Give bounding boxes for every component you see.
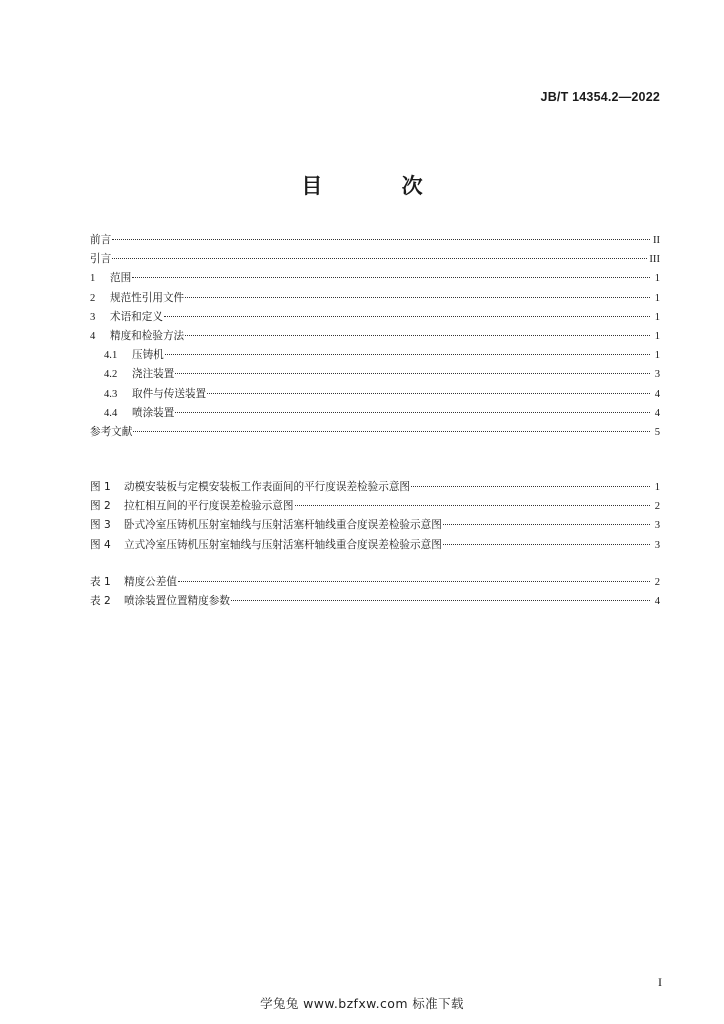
toc-entry-title: 规范性引用文件 [110, 291, 185, 304]
dot-leader [207, 393, 650, 394]
toc-entry-foreword[interactable] [90, 231, 660, 250]
toc-entry-number: 4.1 [104, 350, 118, 362]
dot-leader [178, 581, 650, 582]
toc-entry-die-casting-machine[interactable] [90, 346, 660, 365]
toc-entry-title: 取件与传送装置 [132, 387, 207, 400]
toc-entry-page: 1 [654, 273, 660, 285]
toc-entry-number: 2 [90, 292, 96, 304]
toc-entry-terms[interactable] [90, 308, 660, 327]
toc-entry-number: 4.2 [104, 369, 118, 381]
dot-leader [443, 524, 650, 525]
dot-leader [112, 258, 647, 259]
dot-leader [132, 277, 650, 278]
toc-entry-title: 卧式冷室压铸机压射室轴线与压射活塞杆轴线重合度误差检验示意图 [124, 519, 442, 532]
toc-entry-bibliography[interactable] [90, 423, 660, 442]
toc-entry-page: 2 [654, 501, 660, 513]
page-title: 目 次 [301, 174, 459, 198]
toc-entry-scope[interactable] [90, 269, 660, 288]
toc-entry-title: 前言 [90, 234, 112, 246]
toc-entry-number: 3 [90, 311, 96, 323]
toc-entry-introduction[interactable] [90, 250, 660, 269]
toc-entry-title: 精度公差值 [124, 576, 177, 588]
toc-entry-page: III [649, 254, 660, 266]
toc-entry-page: 1 [654, 311, 660, 323]
footer-watermark: 学兔兔 www.bzfxw.com 标准下载 [260, 996, 464, 1011]
toc-entry-title: 浇注装置 [132, 368, 175, 381]
toc-entry-spraying-device[interactable] [90, 404, 660, 423]
dot-leader [165, 354, 650, 355]
toc-entry-number: 4.3 [104, 388, 118, 400]
toc-entry-page: 5 [654, 426, 660, 438]
toc-entry-number: 图 2 [90, 500, 111, 513]
toc-entry-title: 精度和检验方法 [110, 329, 185, 342]
dot-leader [133, 431, 650, 432]
toc-entry-page: 4 [654, 407, 660, 419]
page-number: I [658, 975, 662, 989]
dot-leader [295, 505, 651, 506]
toc-entry-page: 4 [654, 388, 660, 400]
dot-leader [112, 239, 650, 240]
toc-entry-number: 1 [90, 273, 96, 285]
toc-entry-figure-4[interactable] [90, 536, 660, 555]
toc-entry-figure-2[interactable] [90, 497, 660, 516]
toc-entry-title: 术语和定义 [110, 310, 163, 323]
toc-entry-figure-3[interactable] [90, 516, 660, 535]
dot-leader [175, 373, 650, 374]
toc-entry-page: 1 [654, 350, 660, 362]
toc-entry-title: 喷涂装置位置精度参数 [124, 595, 230, 608]
toc-entry-page: 2 [654, 577, 660, 588]
toc-entry-number: 表 2 [90, 595, 111, 608]
toc-entry-title: 立式冷室压铸机压射室轴线与压射活塞杆轴线重合度误差检验示意图 [124, 538, 442, 551]
dot-leader [185, 335, 650, 336]
toc-figures-list [90, 478, 660, 555]
toc-entry-title: 压铸机 [132, 349, 164, 362]
toc-entry-number: 4 [90, 330, 96, 342]
dot-leader [411, 486, 650, 487]
toc-entry-accuracy-methods[interactable] [90, 327, 660, 346]
toc-entry-title: 参考文献 [90, 425, 133, 438]
toc-main-list [90, 231, 660, 442]
toc-entry-page: 1 [654, 330, 660, 342]
toc-entry-page: 3 [654, 369, 660, 381]
toc-entry-title: 引言 [90, 253, 112, 266]
toc-entry-title: 拉杠相互间的平行度误差检验示意图 [124, 500, 294, 513]
dot-leader [185, 297, 650, 298]
toc-entry-page: II [652, 235, 660, 246]
toc-entry-table-2[interactable] [90, 592, 660, 611]
dot-leader [231, 600, 650, 601]
toc-entry-page: 1 [654, 482, 660, 493]
standard-number: JB/T 14354.2—2022 [540, 90, 660, 104]
toc-entry-number: 表 1 [90, 576, 111, 588]
toc-entry-page: 4 [654, 596, 660, 608]
dot-leader [175, 412, 650, 413]
dot-leader [164, 316, 650, 317]
toc-entry-page: 1 [654, 292, 660, 304]
toc-entry-pouring-device[interactable] [90, 365, 660, 384]
toc-entry-number: 图 3 [90, 519, 111, 532]
dot-leader [443, 544, 650, 545]
toc-entry-page: 3 [654, 539, 660, 551]
toc-entry-title: 动模安装板与定模安装板工作表面间的平行度误差检验示意图 [124, 481, 411, 493]
toc-entry-title: 范围 [110, 272, 132, 285]
toc-entry-extraction-transfer-device[interactable] [90, 385, 660, 404]
toc-entry-page: 3 [654, 520, 660, 532]
toc-entry-number: 图 1 [90, 481, 111, 493]
toc-tables-list [90, 573, 660, 611]
toc-entry-number: 图 4 [90, 538, 111, 551]
toc-entry-normative-references[interactable] [90, 289, 660, 308]
toc-entry-figure-1[interactable] [90, 478, 660, 497]
toc-entry-table-1[interactable] [90, 573, 660, 592]
toc-entry-number: 4.4 [104, 407, 118, 419]
toc-entry-title: 喷涂装置 [132, 406, 175, 419]
